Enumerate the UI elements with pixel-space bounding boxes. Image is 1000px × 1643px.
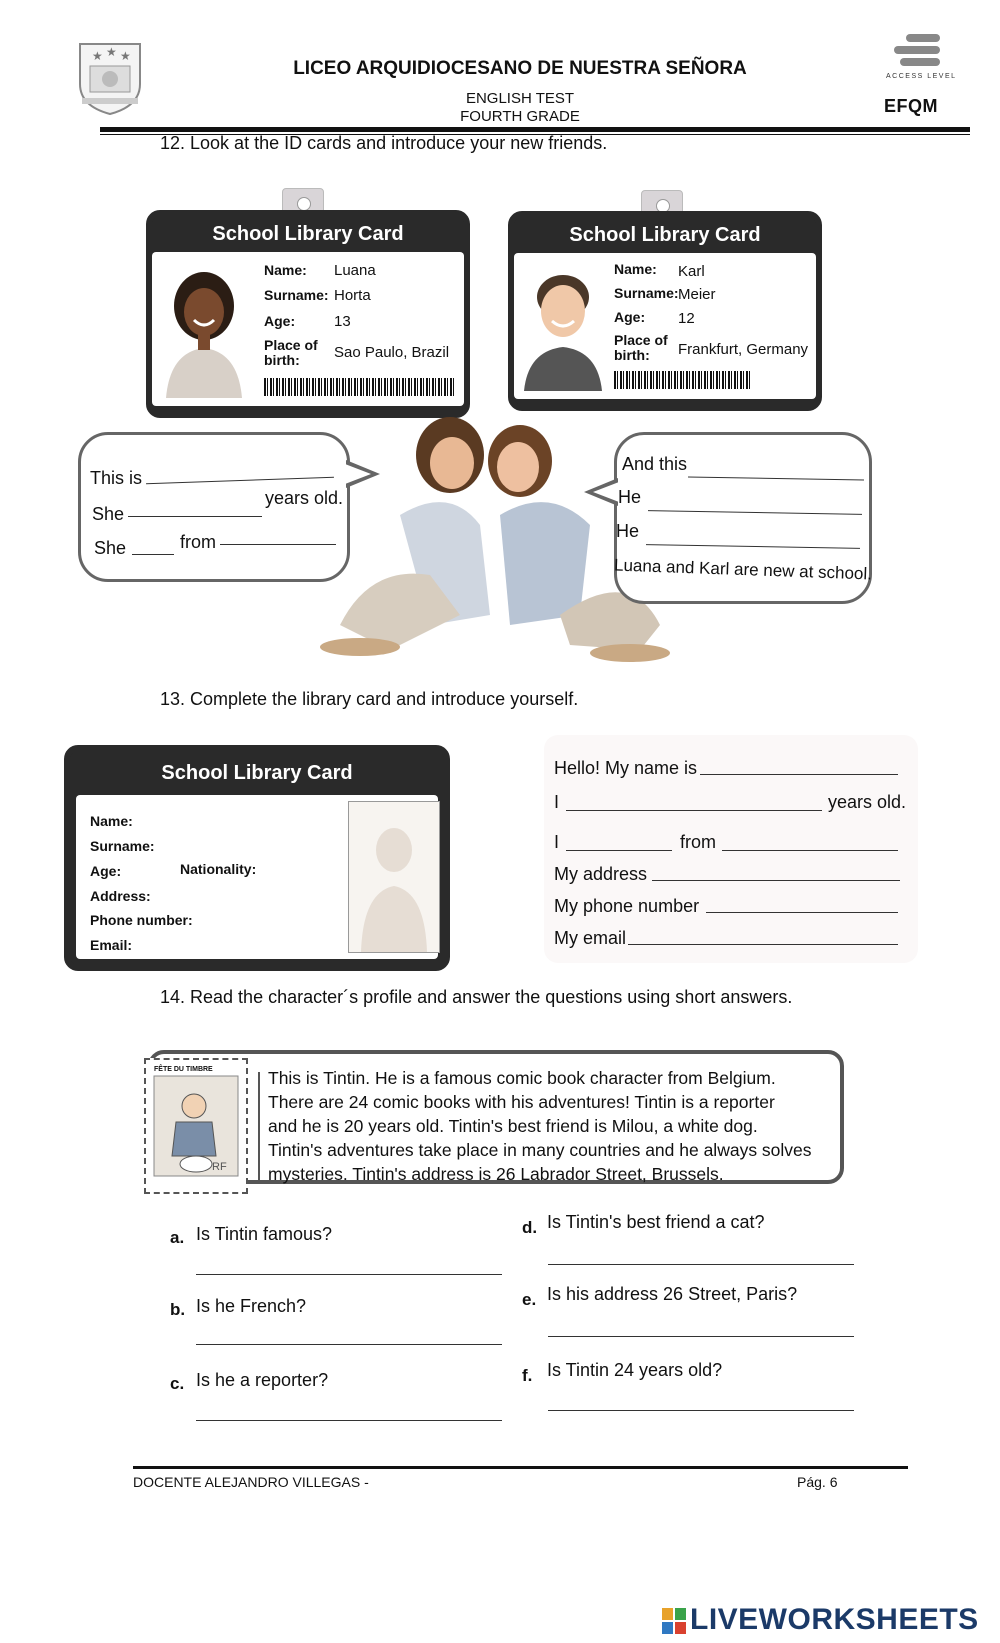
answer-line[interactable] <box>132 554 174 555</box>
field-label: Age: <box>614 309 646 325</box>
answer-line[interactable] <box>652 880 900 881</box>
intro-text: My phone number <box>554 896 700 916</box>
karl-photo <box>520 261 606 391</box>
answer-line[interactable] <box>548 1264 854 1265</box>
field-label: Surname: <box>614 285 679 301</box>
page-number: Pág. 6 <box>797 1474 838 1490</box>
field-label: Phone number: <box>90 912 193 928</box>
question-letter: f. <box>522 1366 533 1385</box>
field-label: Surname: <box>264 287 329 303</box>
stamp-label: FÊTE DU TIMBRE <box>154 1066 213 1073</box>
card-title: School Library Card <box>161 762 353 784</box>
question-letter: e. <box>522 1290 537 1309</box>
header-rule <box>100 127 970 132</box>
field-label: Age: <box>90 863 122 879</box>
svg-text:★: ★ <box>92 49 103 63</box>
tintin-profile-text <box>268 1066 838 1186</box>
question-text: Is he French? <box>196 1296 307 1316</box>
answer-line[interactable] <box>722 850 898 851</box>
question-letter: b. <box>170 1300 186 1319</box>
card-title: School Library Card <box>212 223 404 245</box>
intro-text: I <box>554 832 560 852</box>
bubble-text: He <box>616 521 640 541</box>
school-name: LICEO ARQUIDIOCESANO DE NUESTRA SEÑORA <box>293 58 747 79</box>
teacher-name: DOCENTE ALEJANDRO VILLEGAS - <box>133 1474 369 1490</box>
efqm-tagline: ACCESS LEVEL <box>886 73 957 80</box>
field-label: Nationality: <box>180 861 257 877</box>
profile-line: This is Tintin. He is a famous comic book character from Belgium. <box>268 1068 776 1088</box>
intro-text: My address <box>554 864 648 884</box>
bubble-text: from <box>180 532 216 552</box>
school-crest-logo <box>76 36 144 116</box>
answer-line[interactable] <box>196 1420 502 1421</box>
field-value: Horta <box>334 287 371 304</box>
intro-text: years old. <box>828 792 907 812</box>
answer-line[interactable] <box>548 1336 854 1337</box>
photo-placeholder <box>348 801 440 953</box>
q14-instruction: 14. Read the character´s profile and answer the questions using short answers. <box>160 987 793 1007</box>
efqm-logo-text: EFQM <box>884 96 938 116</box>
field-value: Karl <box>678 263 705 280</box>
intro-text: Hello! My name is <box>554 758 698 778</box>
bubble-text: He <box>618 487 642 507</box>
bubble-text: This is <box>90 468 143 488</box>
test-title: ENGLISH TEST <box>465 90 575 107</box>
field-label: Place of birth: <box>264 337 318 368</box>
liveworksheets-brand[interactable]: LIVEWORKSHEETS <box>690 1603 979 1636</box>
svg-text:RF: RF <box>212 1161 227 1173</box>
answer-line[interactable] <box>196 1344 502 1345</box>
bubble-text: Luana and Karl are new at school. <box>613 555 873 584</box>
profile-line: mysteries. Tintin's address is 26 Labrador Street, Brussels. <box>268 1164 724 1184</box>
bubble-text: She <box>92 504 125 524</box>
field-value: Frankfurt, Germany <box>678 341 809 358</box>
question-text: Is Tintin famous? <box>196 1224 333 1244</box>
field-label: Name: <box>264 262 307 278</box>
intro-text: from <box>680 832 716 852</box>
question-text: Is Tintin's best friend a cat? <box>547 1212 765 1232</box>
id-card-karl <box>508 211 822 411</box>
field-value: Meier <box>678 286 716 303</box>
field-label: Age: <box>264 313 296 329</box>
card-title: School Library Card <box>569 224 761 246</box>
question-text: Is he a reporter? <box>196 1370 329 1390</box>
luana-photo <box>158 260 250 398</box>
barcode <box>614 371 750 389</box>
answer-line[interactable] <box>196 1274 502 1275</box>
field-value: 13 <box>334 313 351 330</box>
tintin-stamp <box>144 1058 248 1194</box>
svg-text:★: ★ <box>120 49 131 63</box>
question-letter: d. <box>522 1218 538 1237</box>
field-label: Name: <box>90 813 133 829</box>
profile-line: Tintin's adventures take place in many countries and he always solves <box>268 1140 812 1160</box>
profile-line: and he is 20 years old. Tintin's best friend is Milou, a white dog. <box>268 1116 758 1136</box>
q12-instruction: 12. Look at the ID cards and introduce your new friends. <box>160 133 608 153</box>
question-letter: c. <box>170 1374 185 1393</box>
field-label: Email: <box>90 937 133 953</box>
liveworksheets-logo-icon <box>662 1608 686 1634</box>
field-label: Name: <box>614 261 657 277</box>
field-label: Surname: <box>90 838 155 854</box>
grade-title: FOURTH GRADE <box>460 108 580 125</box>
footer-rule <box>133 1466 908 1469</box>
answer-line[interactable] <box>548 1410 854 1411</box>
field-value: Luana <box>334 262 376 279</box>
field-label: Address: <box>90 888 151 904</box>
answer-line[interactable] <box>706 912 898 913</box>
bubble-text: She <box>94 538 127 558</box>
field-label: Place of birth: <box>614 332 668 363</box>
bubble-text: And this <box>622 454 688 474</box>
answer-line[interactable] <box>628 944 898 945</box>
field-value: 12 <box>678 310 695 327</box>
question-text: Is Tintin 24 years old? <box>547 1360 723 1380</box>
answer-line[interactable] <box>566 810 822 811</box>
intro-text: My email <box>554 928 627 948</box>
question-letter: a. <box>170 1228 185 1247</box>
q13-instruction: 13. Complete the library card and introduce yourself. <box>160 689 579 709</box>
barcode <box>264 378 454 396</box>
blank-library-card <box>64 745 450 971</box>
answer-line[interactable] <box>700 774 898 775</box>
field-value: Sao Paulo, Brazil <box>334 344 450 361</box>
id-card-luana <box>146 210 470 418</box>
answer-line[interactable] <box>128 516 262 517</box>
profile-line: There are 24 comic books with his adventures! Tintin is a reporter <box>268 1092 775 1112</box>
answer-line[interactable] <box>566 850 672 851</box>
question-text: Is his address 26 Street, Paris? <box>547 1284 798 1304</box>
svg-text:★: ★ <box>106 45 117 59</box>
answer-line[interactable] <box>220 544 336 545</box>
bubble-text: years old. <box>265 488 344 508</box>
intro-text: I <box>554 792 560 812</box>
